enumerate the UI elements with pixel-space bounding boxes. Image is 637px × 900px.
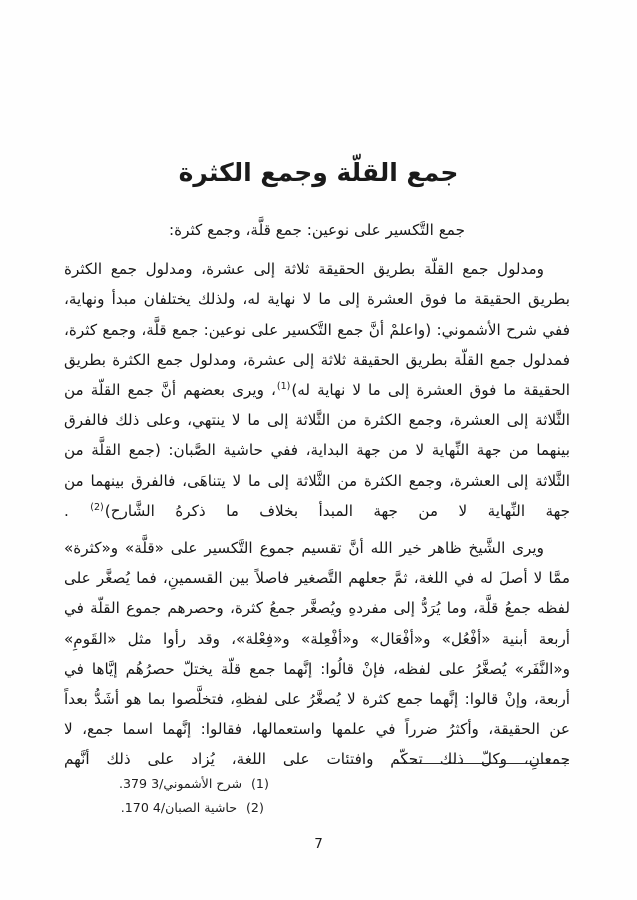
paragraph-intro: جمع التَّكسير على نوعين: جمع قلَّة، وجمع كثرة: [169, 221, 465, 239]
footnote-separator-rule [394, 763, 569, 764]
footnote-item [64, 772, 570, 796]
page-number: 7 [314, 836, 323, 852]
footnote-ref-1[interactable]: (1) [276, 380, 291, 392]
body-text-block [64, 215, 570, 775]
paragraph-2: ويرى الشَّيخ ظاهر خير الله أنَّ تقسيم جموع التَّكسير على «قلَّة» و«كثرة» ممَّا لا أصلَ له في اللغة، ثمَّ جعلهم التَّصغير فاصلاً بين القسمينِ، فما يُصغَّر على لفظه جمعُ قلَّة، وما يُرَدُّ إلى مفردهِ ويُصغَّر جمعُ كثرة، وحصرهم جموع القلّة في أربعة أبنية «أفْعُل» و«أفْعَال» و«أفْعِلة» و«فِعْلة»، وقد رأوا مثل «القَومِ» و«النَّفَر» يُصغَّرُ على لفظه، فإنْ قالُوا: إنَّهما جمع قلّة يختلّ حصرُهُم إيَّاها في أربعة، وإنْ قالوا: إنَّهما جمع كثرة لا يُصغَّرُ على لفظهِ، فتخلَّصوا بما هو أشَدُّ بعداً عن الحقيقة، وأكثرُ ضرراً في علمها واستعمالها، فقالوا: إنَّهما اسما جمع، لا جمعانِ، وكلّ ذلك تحكّم وافتئات على اللغة، يُزاد على ذلك أنَّهم [64, 539, 570, 769]
footnote-ref-2[interactable]: (2) [90, 501, 104, 513]
footnote-text: حاشية الصبان/4 170. [120, 800, 237, 815]
footnote-text: شرح الأشموني/3 379. [119, 776, 242, 791]
page-title: جمع القلّة وجمع الكثرة [178, 157, 459, 187]
footnote-marker: (2) [246, 800, 264, 815]
paragraph-1-text-before-ref: ومدلول جمع القلّة بطريق الحقيقة ثلاثة إلى عشرة، ومدلول جمع الكثرة بطريق الحقيقة ما فوق العشرة إلى ما لا نهاية له، ولذلك يختلفان مبدأ ونهاية، ففي شرح الأشموني: (واعلمْ أنَّ جمع التَّكسير على نوعين: جمع قلَّة، وجمع كثرة، فمدلول جمع القلّة بطريق الحقيقة ثلاثة إلى عشرة، ومدلول جمع الكثرة بطريق الحقيقة ما فوق العشرة إلى ما لا نهاية له) [64, 260, 570, 400]
footnote-marker: (1) [251, 776, 269, 791]
footnotes-section [64, 772, 570, 820]
paragraph-1 [64, 254, 570, 526]
paragraph-1-text-after: . [64, 501, 90, 520]
footnote-item [64, 796, 570, 820]
paragraph-1-text-middle: ، ويرى بعضهم أنَّ جمع القلّة من الثَّلاثة إلى العشرة، وجمع الكثرة من الثَّلاثة إلى ما لا ينتهي، وعلى ذلك فالفرق بينهما من جهة النِّهاية لا من جهة البداية، ففي حاشية الصَّبان: (جمع القلَّة من الثَّلاثة إلى العشرة، وجمع الكثرة من الثَّلاثة إلى ما لا يتناهَى، فالفرق بينهما من جهة النِّهاية لا من جهة المبدأ بخلاف ما ذكرهُ الشَّارح) [64, 381, 571, 520]
